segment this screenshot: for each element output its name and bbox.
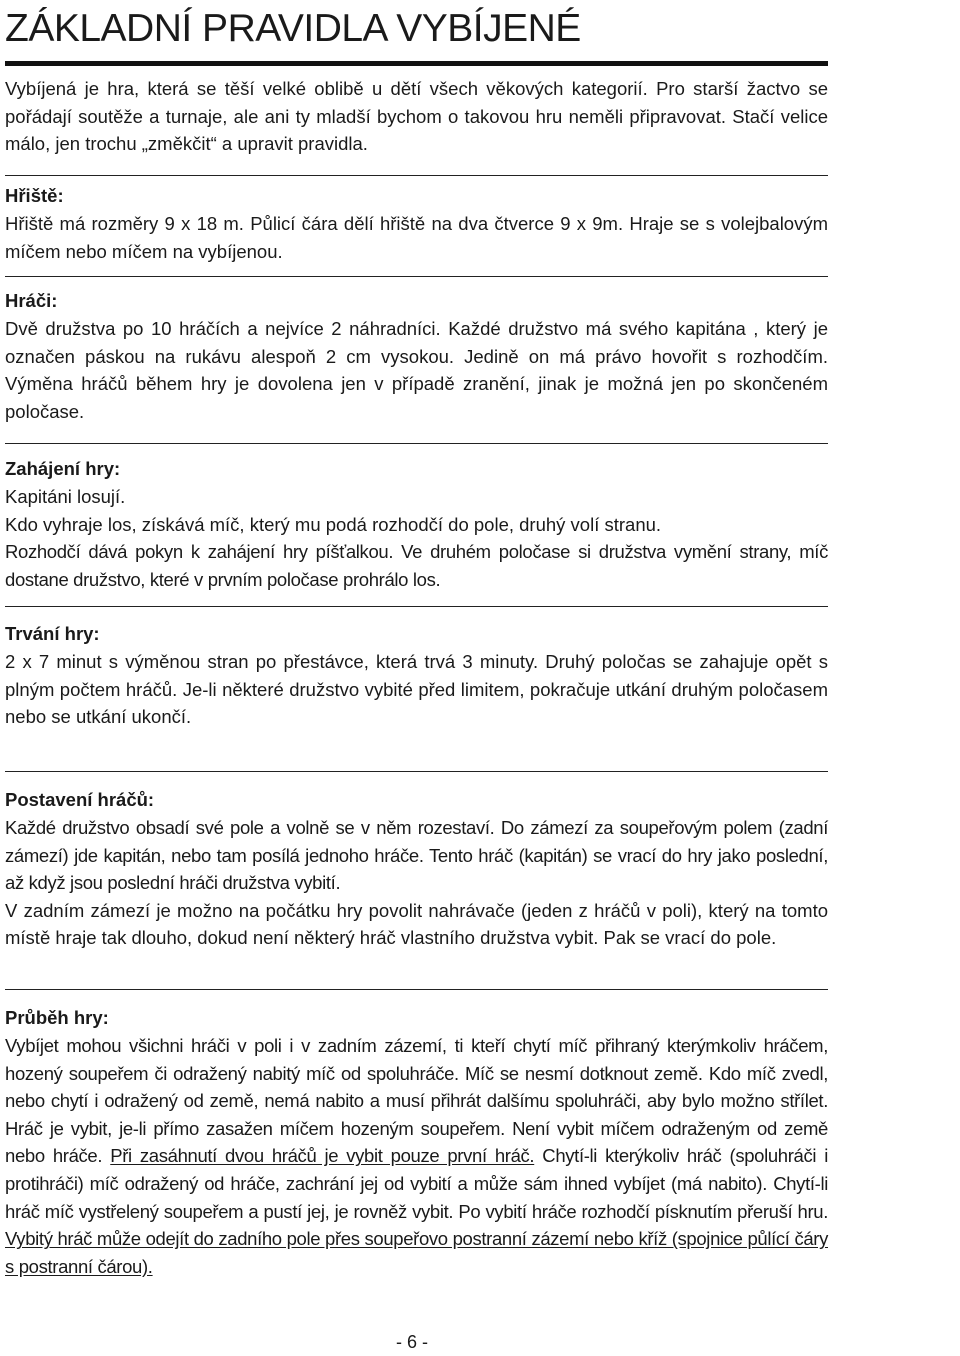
section-divider	[5, 276, 828, 277]
section-zahajeni	[5, 454, 828, 593]
section-divider	[5, 771, 828, 772]
section-trvani	[5, 619, 828, 731]
section-hraci	[5, 286, 828, 425]
prubeh-text-a: Vybíjet mohou všichni hráči v poli i v zadním zázemí, ti kteří chytí míč přihraný kterýmkoliv hráčem, hozený soupeřem či odražený nabitý míč od spoluhráče. Míč se nesmí dotknout země. Kdo míč zvedl, nebo chytí i odražený od země, nemá nabito a musí přihrát dalšímu spoluhráči, aby bylo možno střílet. Hráč je vybit, je-li přímo zasažen míčem hozeným soupeřem. Není vybit míčem odraženým od země nebo hráče.	[5, 1035, 828, 1167]
section-line-zahajeni-2: Kdo vyhraje los, získává míč, který mu podá rozhodčí do pole, druhý volí stranu.	[5, 513, 662, 535]
section-heading-prubeh: Průběh hry:	[5, 1007, 109, 1028]
section-heading-hriste: Hřiště:	[5, 185, 64, 206]
section-heading-hraci: Hráči:	[5, 290, 58, 311]
section-hriste	[5, 181, 828, 265]
section-prubeh	[5, 1003, 828, 1280]
intro-paragraph: Vybíjená je hra, která se těší velké oblibě u dětí všech věkových kategorií. Pro starší žactvo se pořádají soutěže a turnaje, ale ani ty mladší bychom o takovou hru neměli připravovat. Stačí velice málo, jen trochu „změkčit“ a upravit pravidla.	[5, 78, 828, 155]
prubeh-text-b: Chytí-li kterýkoliv hráč (spoluhráči i protihráči) míč odražený od hráče, zachrání jej od vybití a může sám ihned vybíjet (má nabito). Chytí-li hráč míč vystřelený soupeřem a pustí jej, je rovněž vybit. Po vybití hráče rozhodčí písknutím přeruší hru.	[5, 1145, 828, 1222]
section-divider	[5, 606, 828, 607]
page-title: ZÁKLADNÍ PRAVIDLA VYBÍJENÉ	[5, 7, 581, 50]
section-divider	[5, 175, 828, 176]
section-heading-zahajeni: Zahájení hry:	[5, 458, 121, 479]
section-text-hriste: Hřiště má rozměry 9 x 18 m. Půlicí čára dělí hřiště na dva čtverce 9 x 9m. Hraje se s volejbalovým míčem nebo míčem na vybíjenou.	[5, 213, 828, 262]
section-postaveni	[5, 785, 828, 952]
section-text-postaveni-2: V zadním zámezí je možno na počátku hry povolit nahrávače (jeden z hráčů v poli), který na tomto místě hraje tak dlouho, dokud není některý hráč vlastního družstva vybit. Pak se vrací do pole.	[5, 899, 828, 949]
page-number: - 6 -	[395, 1332, 428, 1352]
section-text-prubeh	[5, 1032, 828, 1280]
title-divider	[5, 61, 828, 66]
section-line-zahajeni-1: Kapitáni losují.	[5, 486, 126, 507]
section-divider	[5, 443, 828, 444]
prubeh-underlined-rule-1: Při zasáhnutí dvou hráčů je vybit pouze první hráč.	[110, 1145, 535, 1167]
section-divider	[5, 989, 828, 990]
page	[5, 0, 828, 1356]
section-line-zahajeni-3: Rozhodčí dává pokyn k zahájení hry píšťalkou. Ve druhém poločase si družstva vymění strany, míč dostane družstvo, které v prvním poločase prohrálo los.	[5, 541, 828, 590]
section-heading-postaveni: Postavení hráčů:	[5, 789, 155, 810]
section-text-hraci: Dvě družstva po 10 hráčích a nejvíce 2 náhradníci. Každé družstvo má svého kapitána , který je označen páskou na rukávu alespoň 2 cm vysokou. Jedině on má právo hovořit s rozhodčím. Výměna hráčů během hry je dovolena jen v případě zranění, jinak je možná jen po skončeném poločase.	[5, 318, 828, 422]
section-heading-trvani: Trvání hry:	[5, 623, 100, 644]
prubeh-underlined-rule-2: Vybitý hráč může odejít do zadního pole přes soupeřovo postranní zázemí nebo kříž (spojnice půlící čáry s postranní čárou).	[5, 1228, 828, 1277]
intro-block	[5, 75, 828, 158]
section-text-postaveni-1: Každé družstvo obsadí své pole a volně se v něm rozestaví. Do zámezí za soupeřovým polem (zadní zámezí) jde kapitán, nebo tam posílá jednoho hráče. Tento hráč (kapitán) se vrací do hry jako poslední, až když jsou poslední hráči družstva vybití.	[5, 817, 828, 894]
section-text-trvani: 2 x 7 minut s výměnou stran po přestávce, která trvá 3 minuty. Druhý poločas se zahajuje opět s plným počtem hráčů. Je-li některé družstvo vybité před limitem, pokračuje utkání druhým poločasem nebo se utkání ukončí.	[5, 651, 828, 728]
